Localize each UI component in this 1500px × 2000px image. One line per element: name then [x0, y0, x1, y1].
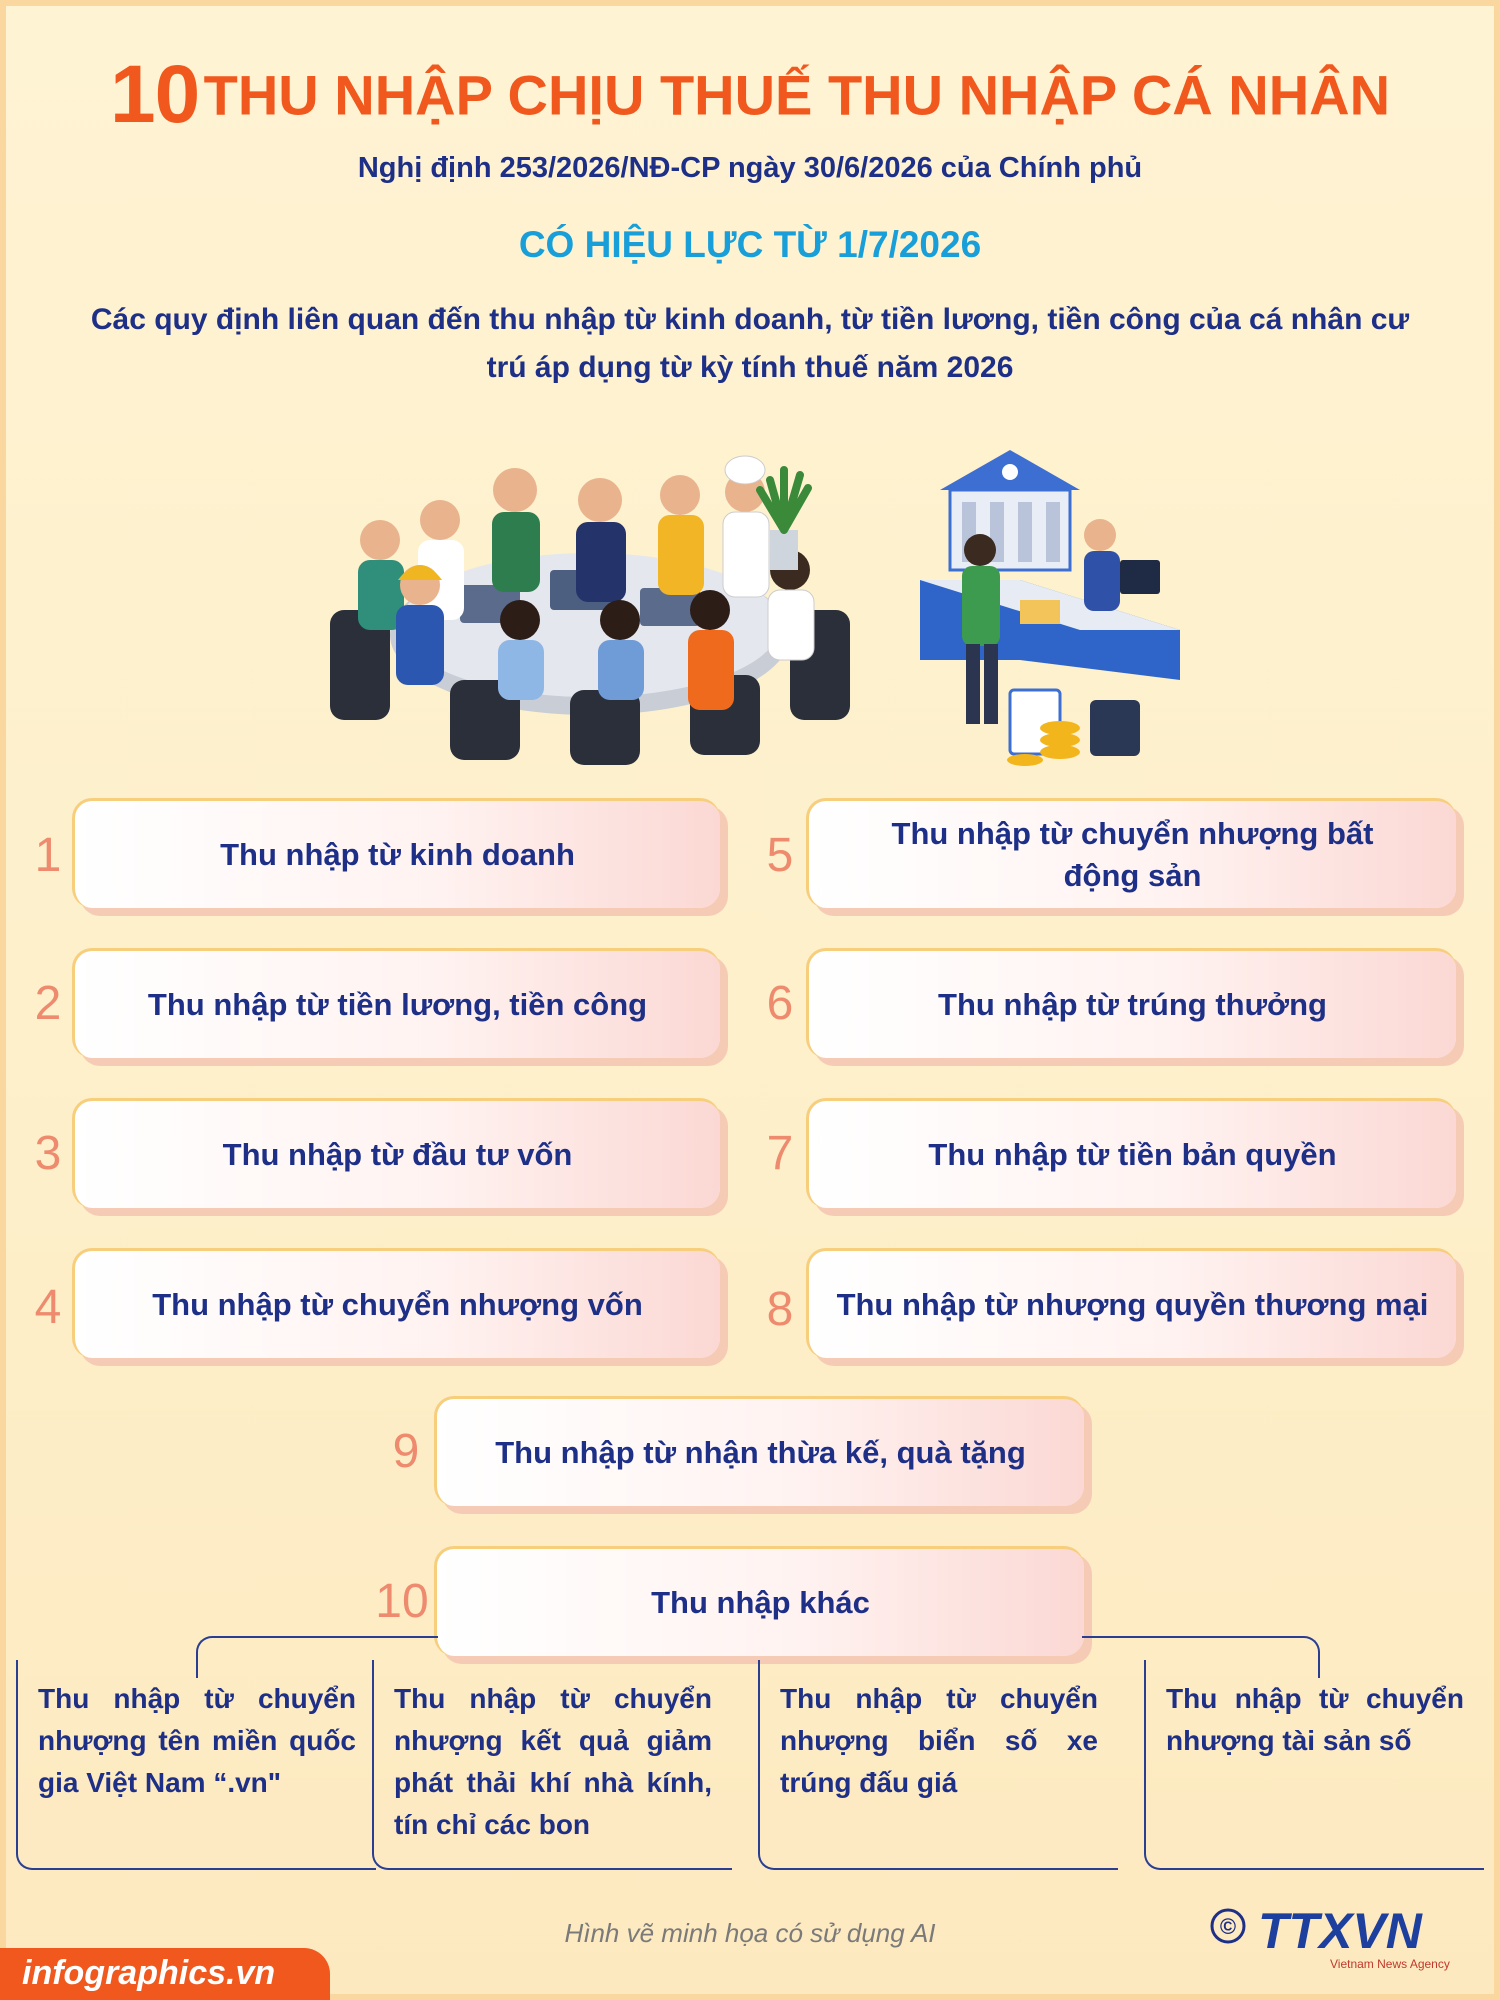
item-number-7: 7: [766, 1127, 794, 1180]
intro-text: Các quy định liên quan đến thu nhập từ kinh doanh, từ tiền lương, tiền công của cá nhân cư trú áp dụng từ kỳ tính thuế năm 2026: [90, 303, 1410, 384]
item-number-8: 8: [766, 1283, 794, 1336]
tax-office-illustration-icon: [900, 430, 1200, 770]
footer-url[interactable]: infographics.vn: [22, 1954, 276, 1992]
other-item-2: Thu nhập từ chuyển nhượng kết quả giảm phát thải khí nhà kính, tín chỉ các bon: [372, 1660, 732, 1870]
item-card-4: Thu nhập từ chuyển nhượng vốn: [72, 1248, 720, 1358]
decree-subtitle: Nghị định 253/2026/NĐ-CP ngày 30/6/2026 của Chính phủ: [357, 152, 1143, 184]
ttxvn-logo-icon: [1210, 1898, 1470, 1978]
item-card-3: Thu nhập từ đầu tư vốn: [72, 1098, 720, 1208]
item-number-6: 6: [766, 977, 794, 1030]
page-title: [0, 48, 1500, 142]
item-number-5: 5: [766, 829, 794, 882]
item-number-9: 9: [392, 1425, 420, 1478]
meeting-illustration-icon: [320, 420, 860, 770]
item-number-3: 3: [34, 1127, 62, 1180]
item-card-1: Thu nhập từ kinh doanh: [72, 798, 720, 908]
item-card-7: Thu nhập từ tiền bản quyền: [806, 1098, 1456, 1208]
title-text: THU NHẬP CHỊU THUẾ THU NHẬP CÁ NHÂN: [203, 63, 1391, 127]
item-card-5: Thu nhập từ chuyển nhượng bất động sản: [806, 798, 1456, 908]
logo-brand: TTXVN: [1258, 1903, 1422, 1959]
other-item-4: Thu nhập từ chuyển nhượng tài sản số: [1144, 1660, 1484, 1870]
item-card-8: Thu nhập từ nhượng quyền thương mại: [806, 1248, 1456, 1358]
item-card-2: Thu nhập từ tiền lương, tiền công: [72, 948, 720, 1058]
item-card-6: Thu nhập từ trúng thưởng: [806, 948, 1456, 1058]
item-number-10: 10: [375, 1575, 429, 1628]
item-card-9: Thu nhập từ nhận thừa kế, quà tặng: [434, 1396, 1084, 1506]
item-number-2: 2: [34, 977, 62, 1030]
item-number-1: 1: [34, 829, 62, 882]
other-item-1: Thu nhập từ chuyển nhượng tên miền quốc gia Việt Nam “.vn": [16, 1660, 376, 1870]
item-number-4: 4: [34, 1281, 62, 1334]
other-item-3: Thu nhập từ chuyển nhượng biển số xe trúng đấu giá: [758, 1660, 1118, 1870]
other-income-list: [10, 1660, 1490, 1874]
ai-note: Hình vẽ minh họa có sử dụng AI: [564, 1918, 936, 1948]
effective-date: CÓ HIỆU LỰC TỪ 1/7/2026: [518, 224, 982, 265]
logo-copyright: ©: [1219, 1914, 1237, 1939]
logo-tagline: Vietnam News Agency: [1330, 1957, 1450, 1971]
item-card-10: Thu nhập khác: [434, 1546, 1084, 1656]
title-number: 10: [109, 49, 200, 140]
